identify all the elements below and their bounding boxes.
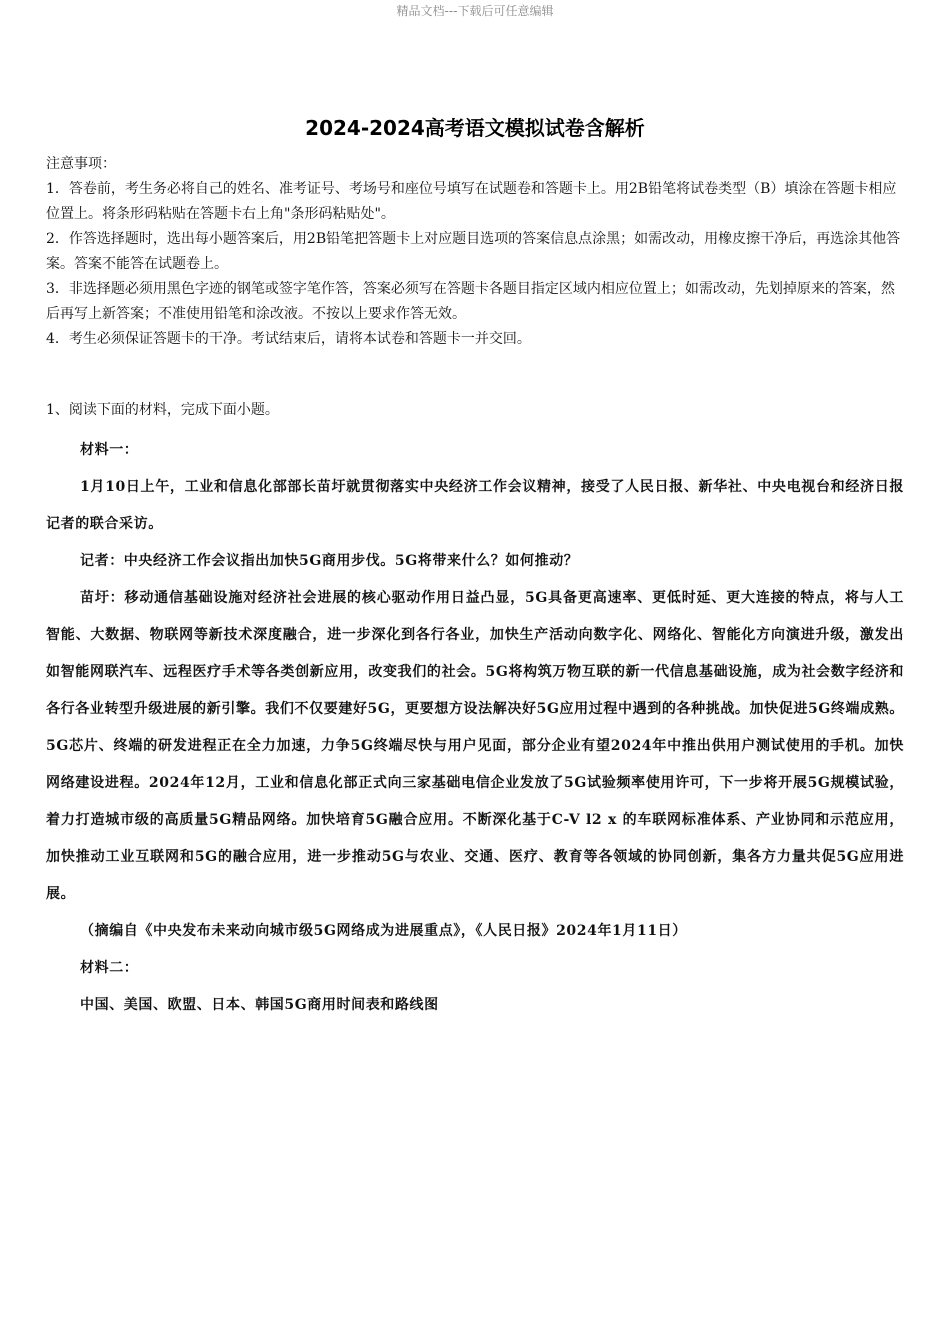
header-watermark: 精品文档---下载后可任意编辑 — [396, 4, 554, 18]
material-1-paragraph-1: 1月10日上午，工业和信息化部部长苗圩就贯彻落实中央经济工作会议精神，接受了人民日报、新华社、中央电视台和经济日报记者的联合采访。 — [46, 479, 904, 532]
notice-section — [46, 152, 908, 352]
notice-item-2: 2．作答选择题时，选出每小题答案后，用2B铅笔把答题卡上对应题目选项的答案信息点涂黑；如需改动，用橡皮擦干净后，再选涂其他答案。答案不能答在试题卷上。 — [46, 231, 901, 272]
material-2-paragraph-1: 中国、美国、欧盟、日本、韩国5G商用时间表和路线图 — [80, 997, 439, 1013]
document-title: 2024-2024高考语文模拟试卷含解析 — [305, 116, 645, 140]
notice-item-1: 1．答卷前，考生务必将自己的姓名、准考证号、考场号和座位号填写在试题卷和答题卡上。用2B铅笔将试卷类型（B）填涂在答题卡相应位置上。将条形码粘贴在答题卡右上角"条形码粘贴处"。 — [46, 181, 897, 222]
notice-item-4: 4．考生必须保证答题卡的干净。考试结束后，请将本试卷和答题卡一并交回。 — [46, 331, 531, 347]
material-2-label: 材料二： — [80, 960, 139, 976]
material-1-label: 材料一： — [80, 442, 139, 458]
material-1-paragraph-3: 苗圩：移动通信基础设施对经济社会进展的核心驱动作用日益凸显，5G具备更高速率、更低时延、更大连接的特点，将与人工智能、大数据、物联网等新技术深度融合，进一步深化到各行各业，加快生产活动向数字化、网络化、智能化方向演进升级，激发出如智能网联汽车、远程医疗手术等各类创新应用，改变我们的社会。5G将构筑万物互联的新一代信息基础设施，成为社会数字经济和各行各业转型升级进展的新引擎。我们不仅要建好5G，更要想方设法解决好5G应用过程中遇到的各种挑战。加快促进5G终端成熟。5G芯片、终端的研发进程正在全力加速，力争5G终端尽快与用户见面，部分企业有望2024年中推出供用户测试使用的手机。加快网络建设进程。2024年12月，工业和信息化部正式向三家基础电信企业发放了5G试验频率使用许可，下一步将开展5G规模试验，着力打造城市级的高质量5G精品网络。加快培育5G融合应用。不断深化基于C-V l2 x 的车联网标准体系、产业协同和示范应用，加快推动工业互联网和5G的融合应用，进一步推动5G与农业、交通、医疗、教育等各领域的协同创新，集各方力量共促5G应用进展。 — [46, 590, 904, 902]
notice-item-3: 3．非选择题必须用黑色字迹的钢笔或签字笔作答，答案必须写在答题卡各题目指定区域内相应位置上；如需改动，先划掉原来的答案，然后再写上新答案；不准使用铅笔和涂改液。不按以上要求作答无效。 — [46, 281, 895, 322]
material-1-paragraph-2: 记者：中央经济工作会议指出加快5G商用步伐。5G将带来什么？如何推动？ — [80, 553, 579, 569]
question-title: 1、阅读下面的材料，完成下面小题。 — [46, 402, 279, 418]
notice-heading: 注意事项： — [46, 156, 116, 172]
question-1 — [46, 398, 904, 1024]
material-1-source: （摘编自《中央发布未来动向城市级5G网络成为进展重点》，《人民日报》2024年1月11日） — [80, 923, 687, 939]
